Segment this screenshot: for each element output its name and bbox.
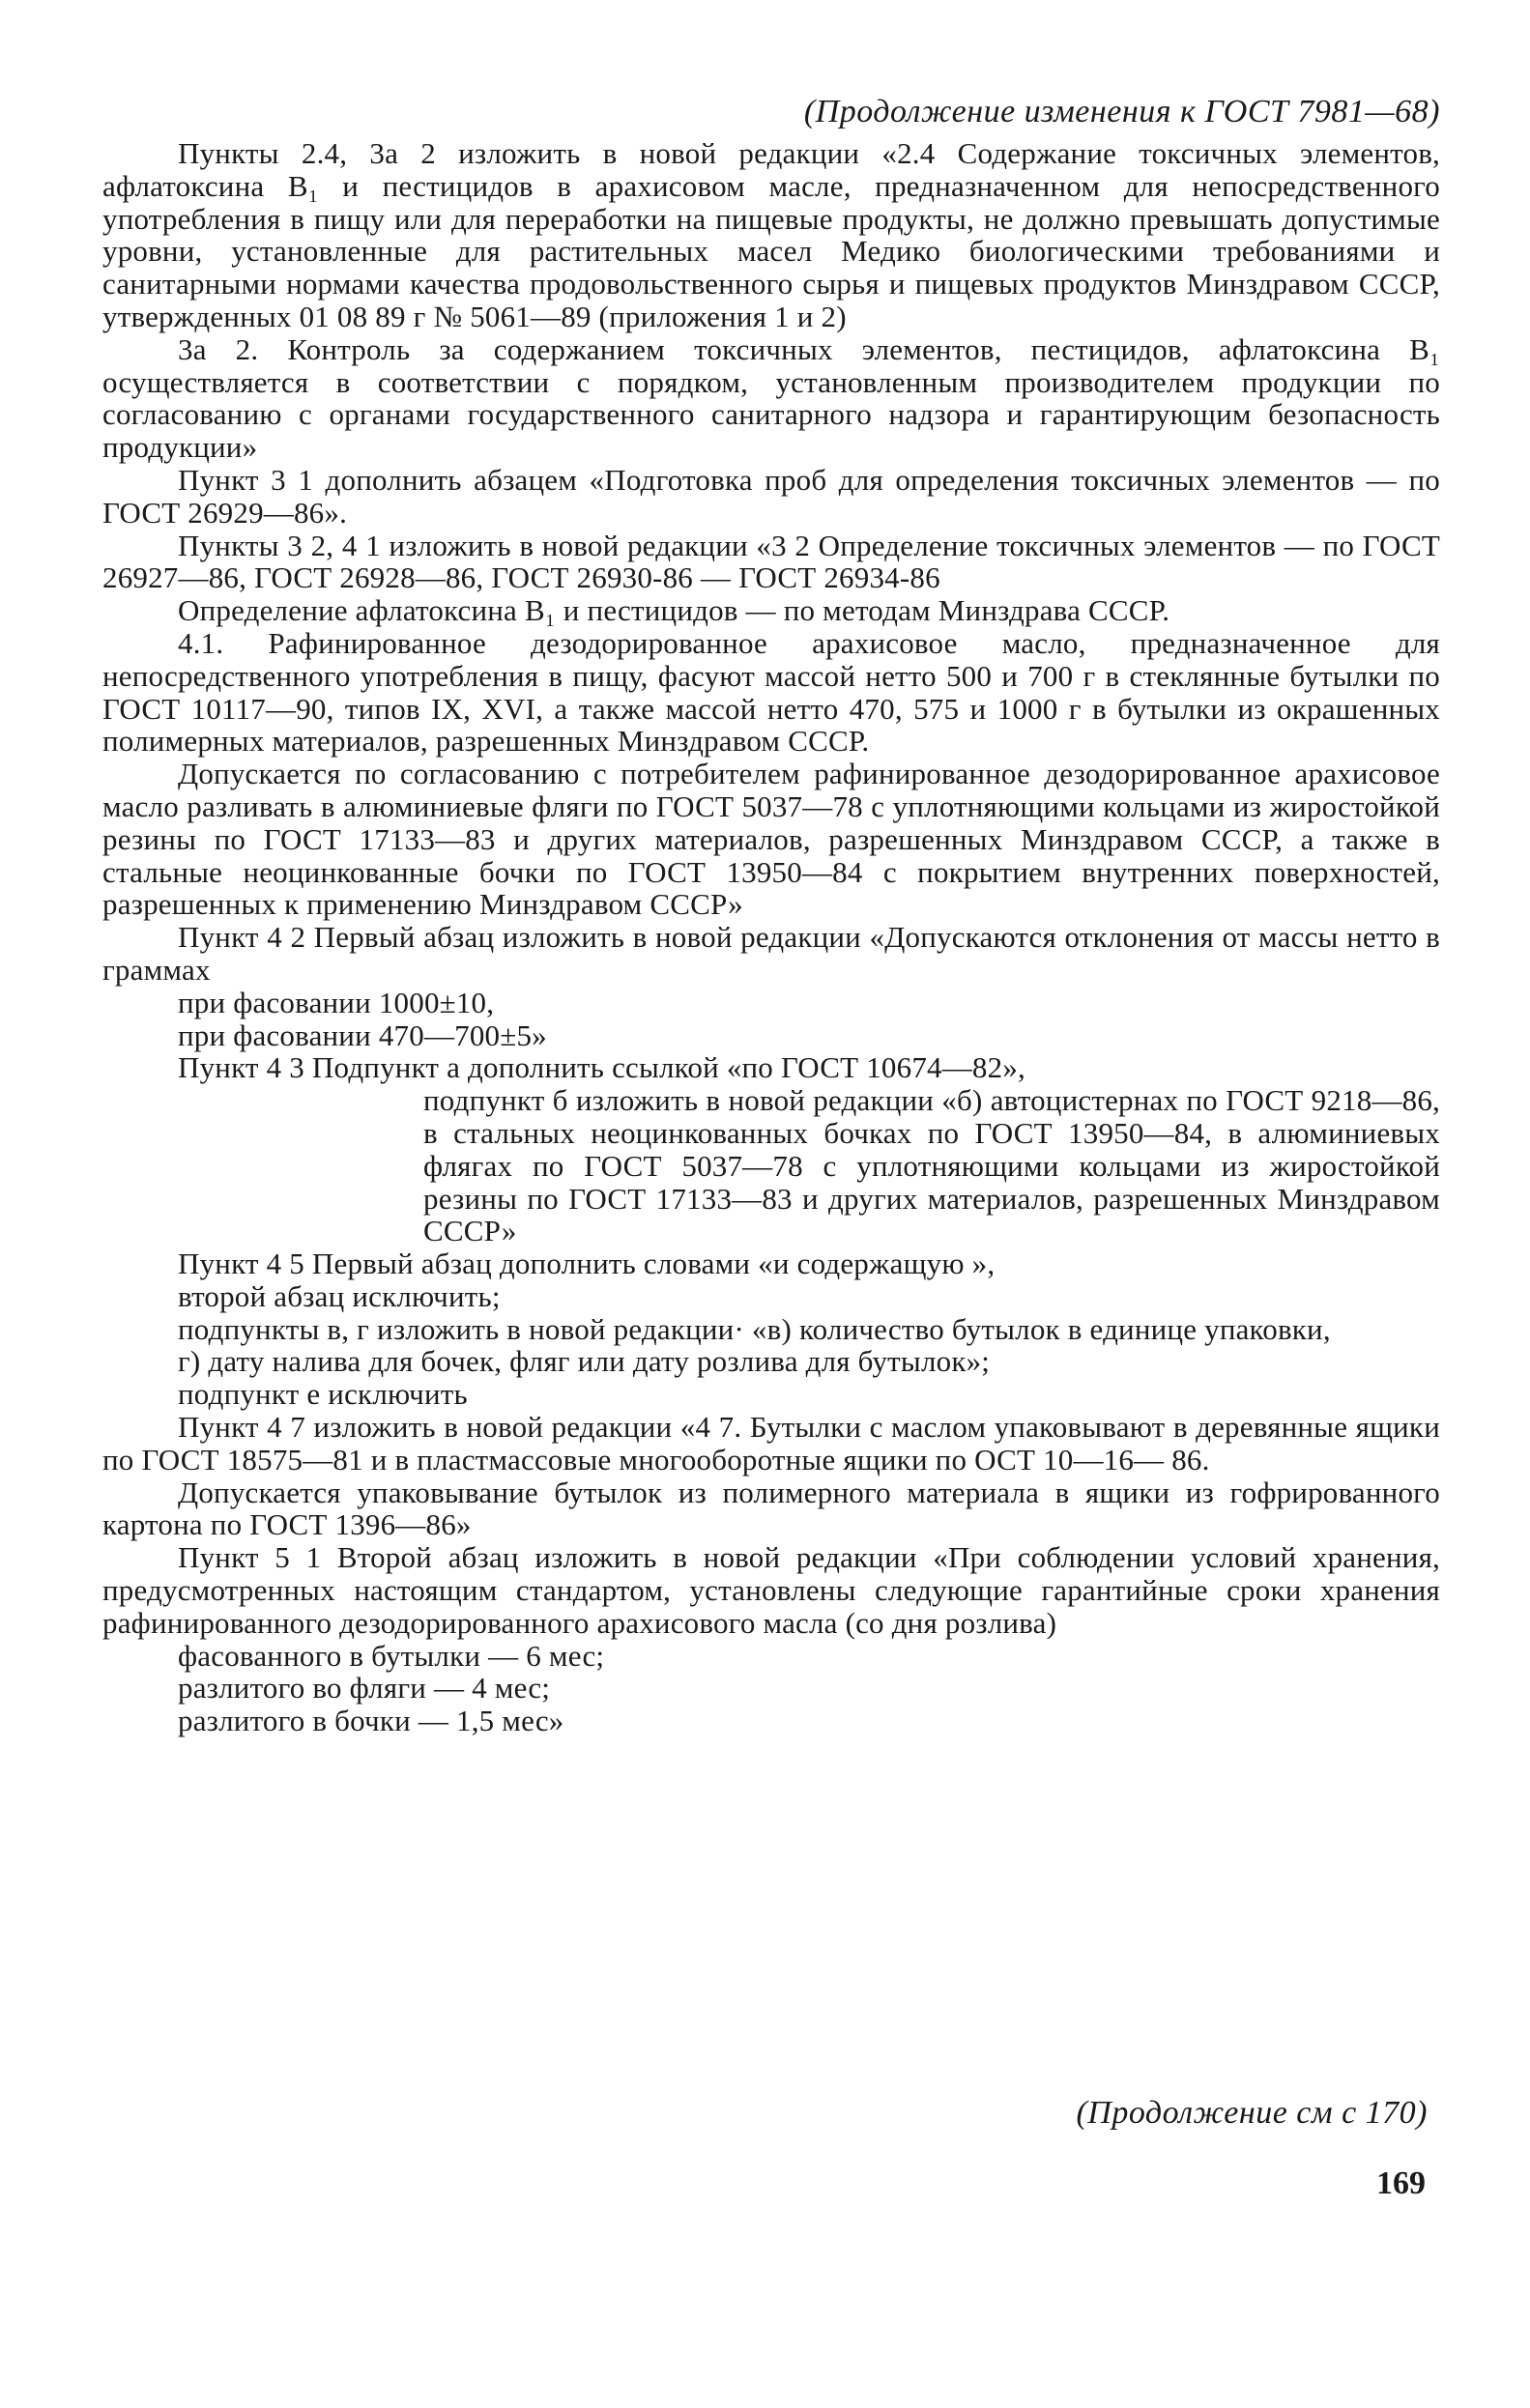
paragraph-3-2: Пункты 3 2, 4 1 изложить в новой редакции «3 2 Определение токсичных элементов — по ГОСТ 26927—86, ГОСТ 26928—86, ГОСТ 26930-86 — ГОСТ 26934-86 <box>102 528 1440 595</box>
paragraph-3a-2: 3а 2. Контроль за содержанием токсичных элементов, пестицидов, афлатоксина В₁ осуществляется в соответствии с порядком, установленным производителем продукции по согласованию с органами государственного санитарного надзора и гарантирующим безопасность продукции» <box>102 331 1440 465</box>
continuation-footer: (Продолжение см с 170) <box>1076 2095 1428 2131</box>
paragraph-4-5: Пункт 4 5 Первый абзац дополнить словами «и содержащую », <box>178 1247 996 1281</box>
paragraph-4-7: Пункт 4 7 изложить в новой редакции «4 7. Бутылки с маслом упаковывают в деревянные ящики по ГОСТ 18575—81 и в пластмассовые многооборотные ящики по ОСТ 10—16— 86. <box>102 1410 1440 1476</box>
list-item-470-700: при фасовании 470—700±5» <box>178 1018 547 1052</box>
list-item-bottles: фасованного в бутылки — 6 мес; <box>178 1638 605 1673</box>
paragraph-5-1: Пункт 5 1 Второй абзац изложить в новой редакции «При соблюдении условий хранения, предусмотренных настоящим стандартом, установлены следующие гарантийные сроки хранения рафинированного дезодорированного арахисового масла (со дня розлива) <box>102 1540 1440 1640</box>
page-number: 169 <box>1376 2165 1426 2201</box>
list-item-1000: при фасовании 1000±10, <box>178 985 495 1019</box>
list-item-second-paragraph: второй абзац исключить; <box>178 1278 501 1313</box>
paragraph-subitems-v-g: подпункты в, г изложить в новой редакции· «в) количество бутылок в единице упаковки, <box>178 1311 1331 1346</box>
paragraph-4-2: Пункт 4 2 Первый абзац изложить в новой редакции «Допускаются отклонения от массы нетто в граммах <box>102 920 1440 987</box>
list-item-g: г) дату налива для бочек, фляг или дату розлива для бутылок»; <box>178 1344 991 1379</box>
list-item-flasks: разлитого во фляги — 4 мес; <box>178 1671 551 1706</box>
paragraph-aflatoxin: Определение афлатоксина В₁ и пестицидов — по методам Минздрава СССР. <box>178 593 1170 628</box>
page-content <box>102 93 1440 1737</box>
paragraph-4-3: Пункт 4 3 Подпункт а дополнить ссылкой «по ГОСТ 10674—82», <box>178 1050 1025 1085</box>
paragraph-allowed-cardboard: Допускается упаковывание бутылок из полимерного материала в ящики из гофрированного картона по ГОСТ 1396—86» <box>102 1475 1440 1542</box>
list-item-barrels: разлитого в бочки — 1,5 мес» <box>178 1704 564 1738</box>
document-body <box>102 137 1440 1737</box>
continuation-header: (Продолжение изменения к ГОСТ 7981—68) <box>803 94 1440 129</box>
paragraph-allowed-packaging: Допускается по согласованию с потребителем рафинированное дезодорированное арахисовое масло разливать в алюминиевые фляги по ГОСТ 5037—78 с уплотняющими кольцами из жиростойкой резины по ГОСТ 17133—83 и других материалов, разрешенных Минздравом СССР, а также в стальные неоцинкованные бочки по ГОСТ 13950—84 с покрытием внутренних поверхностей, разрешенных к применению Минздравом СССР» <box>102 757 1440 922</box>
list-item-e: подпункт е исключить <box>178 1377 468 1412</box>
paragraph-2-4: Пункты 2.4, 3а 2 изложить в новой редакции «2.4 Содержание токсичных элементов, афлатоксина В₁ и пестицидов в арахисовом масле, предназначенном для непосредственного употребления в пищу или для переработки на пищевые продукты, не должно превышать допустимые уровни, установленные для растительных масел Медико биологическими требованиями и санитарными нормами качества продовольственного сырья и пищевых продуктов Минздравом СССР, утвержденных 01 08 89 г № 5061—89 (приложения 1 и 2) <box>102 136 1440 333</box>
paragraph-4-1: 4.1. Рафинированное дезодорированное арахисовое масло, предназначенное для непосредственного употребления в пищу, фасуют массой нетто 500 и 700 г в стеклянные бутылки по ГОСТ 10117—90, типов IX, XVI, а также массой нетто 470, 575 и 1000 г в бутылки из окрашенных полимерных материалов, разрешенных Минздравом СССР. <box>102 625 1440 759</box>
paragraph-3-1: Пункт 3 1 дополнить абзацем «Подготовка проб для определения токсичных элементов — по ГОСТ 26929—86». <box>102 462 1440 530</box>
paragraph-4-3-b: подпункт б изложить в новой редакции «б) автоцистернах по ГОСТ 9218—86, в стальных неоцинкованных бочках по ГОСТ 13950—84, в алюминиевых флягах по ГОСТ 5037—78 с уплотняющими кольцами из жиростойкой резины по ГОСТ 17133—83 и других материалов, разрешенных Минздравом СССР» <box>423 1083 1440 1248</box>
